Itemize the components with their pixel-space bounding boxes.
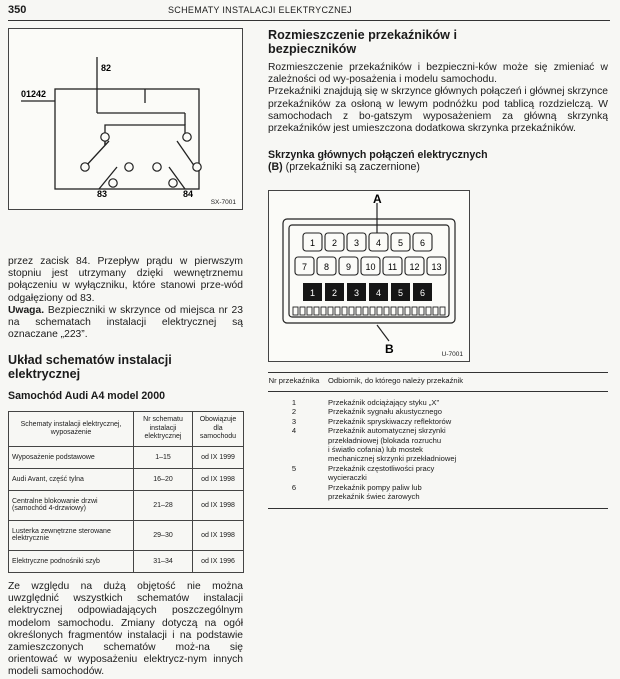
terminal-84-label: 84: [183, 189, 194, 199]
relay-label-4: 4: [375, 287, 382, 298]
table-row: [9, 490, 244, 520]
table-cell: od IX 1998: [193, 520, 244, 550]
connector-pin: [426, 307, 431, 315]
relay-table-body: [268, 398, 608, 501]
relay-label-1: 1: [309, 287, 316, 298]
table-row: [9, 520, 244, 550]
header-consumer: Odbiornik, do którego należy przekaźnik: [328, 375, 464, 385]
relay-label-2: 2: [331, 287, 338, 298]
left-column: [8, 28, 243, 679]
fuse-label-top-6: 6: [419, 237, 426, 248]
table-cell: od IX 1996: [193, 550, 244, 572]
table-row: [268, 483, 608, 492]
junction-box-title: Skrzynka głównych połączeń elektrycznych (B): [268, 149, 488, 174]
subheading-junction-box: [268, 149, 488, 173]
table-row: [9, 446, 244, 468]
relay-description: Przekaźnik pompy paliw lub: [328, 482, 422, 492]
relay-label-5: 5: [397, 287, 404, 298]
table-row: [268, 473, 608, 482]
table-cell: 16–20: [134, 468, 193, 490]
paragraph-relay-layout: Rozmieszczenie przekaźników i bezpieczni-ków może się zmieniać w zależności od wy-posażenia i modelu samochodu.: [268, 62, 608, 86]
relay-label-3: 3: [353, 287, 360, 298]
relay-number: [268, 492, 320, 501]
connector-pin: [412, 307, 417, 315]
connector-pin: [398, 307, 403, 315]
table-cell: Centralne blokowanie drzwi (samochód 4-drzwiowy): [9, 490, 134, 520]
page-number: 350: [8, 4, 27, 16]
table-row: [9, 468, 244, 490]
relay-number: [268, 473, 320, 482]
connector-pin: [377, 307, 382, 315]
relay-description: Przekaźnik częstotliwości pracy: [328, 463, 435, 473]
relay-number: 1: [291, 398, 297, 408]
connector-pin: [440, 307, 445, 315]
page-header: [8, 4, 610, 21]
relay-description: Przekaźnik automatycznej skrzynki: [328, 426, 446, 436]
table-row: [268, 492, 608, 501]
switch-schematic-figure: [8, 28, 243, 210]
table-header-row: [9, 412, 244, 447]
connector-pin: [349, 307, 354, 315]
connector-pin: [391, 307, 396, 315]
header-relay-nr: Nr przekaźnika: [268, 375, 320, 385]
section-heading-relays: Rozmieszczenie przekaźników i bezpieczników: [268, 28, 457, 56]
table-row: [268, 398, 608, 407]
connector-pin: [307, 307, 312, 315]
table-cell: 29–30: [134, 520, 193, 550]
connector-pin: [321, 307, 326, 315]
fuse-label-mid-11: 11: [387, 261, 398, 272]
fuse-label-top-4: 4: [375, 237, 382, 248]
fuse-label-top-5: 5: [397, 237, 404, 248]
paragraph-note: [8, 305, 243, 342]
label-b: B: [385, 341, 394, 356]
relay-number: 6: [291, 482, 297, 492]
switch-schematic-diagram: [9, 29, 242, 209]
connector-pin: [384, 307, 389, 315]
terminal-01242-label: 01242: [21, 89, 47, 99]
relay-label-6: 6: [419, 287, 426, 298]
table-row: [268, 426, 608, 435]
connector-pin: [419, 307, 424, 315]
table-row: [268, 445, 608, 454]
schematics-table: [8, 411, 244, 573]
connector-pin: [356, 307, 361, 315]
relay-number: 4: [291, 426, 297, 436]
fuse-label-mid-7: 7: [301, 261, 308, 272]
relay-number: [268, 454, 320, 463]
paragraph-scope: Ze względu na dużą objętość nie można uwzględnić wszystkich schematów instalacji elektrycznej odpowiadających poszczególnym modelom samochodu. Zmiany dotyczą na ogół określonych fragmentów instalacji i na podstawie zamieszczonych schematów moż-na się orientować w wyposażeniu elektrycz-nym innych modeli samochodów.: [8, 580, 243, 678]
connector-pin: [405, 307, 410, 315]
relay-number: [268, 436, 320, 445]
paragraph-current-flow: przez zacisk 84. Przepływ prądu w pierwszym stopniu jest utrzymany dzięki wewnętrznemu połączeniu w wyłączniku, które stanowi prze-wód odgałęziony od 83.: [8, 256, 243, 304]
table-cell: Wyposażenie podstawowe: [9, 446, 134, 468]
relay-description: przekaźnik świec żarowych: [328, 492, 420, 502]
table-row: [268, 436, 608, 445]
label-a: A: [373, 191, 382, 206]
connector-pin: [328, 307, 333, 315]
table-cell: od IX 1998: [193, 468, 244, 490]
table-header-valid-for: Obowiązuje dla samochodu: [193, 412, 244, 447]
table-row: [268, 454, 608, 463]
terminal-83-label: 83: [97, 189, 108, 199]
table-cell: od IX 1998: [193, 490, 244, 520]
connector-pin: [335, 307, 340, 315]
relay-number: 5: [291, 463, 297, 473]
junction-box-note: (przekaźniki są zaczernione): [282, 161, 420, 174]
relay-table: [268, 376, 608, 388]
relay-description: Przekaźnik odciążający styku „X”: [328, 398, 439, 408]
running-title: SCHEMATY INSTALACJI ELEKTRYCZNEJ: [168, 5, 352, 15]
table-cell: 31–34: [134, 550, 193, 572]
connector-pin: [433, 307, 438, 315]
fuse-label-mid-10: 10: [365, 261, 376, 272]
table-row: [268, 464, 608, 473]
paragraph-relay-location: Przekaźniki znajdują się w skrzynce głównych połączeń i głównej skrzynce przekaźników za osłoną w lewym podnóżku pod tablicą rozdzielczą. W samochodach z bo-gatszym wyposażeniem za główną skrzynką przekaźników jest umieszczona dodatkowa skrzynka przekaźników.: [268, 86, 608, 135]
table-cell: Elektryczne podnośniki szyb: [9, 550, 134, 572]
junction-box-figure: [268, 190, 470, 362]
connector-pin: [363, 307, 368, 315]
right-column: [268, 28, 612, 509]
relay-number: [268, 445, 320, 454]
table-header-equipment: Schematy instalacji elektrycznej, wyposażenie: [9, 412, 134, 447]
relay-description: mechanicznej skrzynki przekładniowej: [328, 454, 457, 464]
note-text: Bezpieczniki w skrzynce od miejsca nr 23 na schematach instalacji elektrycznej są oznaczane „223”.: [8, 304, 243, 341]
fuse-label-top-3: 3: [353, 237, 360, 248]
fuse-label-mid-9: 9: [345, 261, 352, 272]
table-row: [9, 550, 244, 572]
fuse-label-mid-8: 8: [323, 261, 330, 272]
subheading-audi-a4: Samochód Audi A4 model 2000: [8, 390, 165, 403]
relay-description: przekładniowej (blokada rozruchu: [328, 435, 442, 445]
relay-description: Przekaźnik spryskiwaczy reflektorów: [328, 416, 452, 426]
table-cell: od IX 1999: [193, 446, 244, 468]
table-header-schematic-nr: Nr schematu instalacji elektrycznej: [134, 412, 193, 447]
fuse-label-mid-12: 12: [409, 261, 420, 272]
table-cell: Lusterka zewnętrzne sterowane elektrycznie: [9, 520, 134, 550]
terminal-82-label: 82: [101, 63, 112, 73]
figure-code: SX-7001: [210, 199, 236, 206]
fuse-label-mid-13: 13: [431, 261, 442, 272]
note-label: Uwaga.: [8, 304, 45, 316]
relay-number: 3: [291, 416, 297, 426]
table-row: [268, 417, 608, 426]
relay-number: 2: [291, 407, 297, 417]
connector-pin: [314, 307, 319, 315]
fuse-label-top-1: 1: [309, 237, 316, 248]
section-heading-schematics: Układ schematów instalacji elektrycznej: [8, 353, 172, 382]
table-cell: 21–28: [134, 490, 193, 520]
fuse-label-top-2: 2: [331, 237, 338, 248]
connector-pin: [342, 307, 347, 315]
connector-pin: [370, 307, 375, 315]
figure-code: U-7001: [441, 350, 463, 358]
connector-pin: [300, 307, 305, 315]
table-row: [268, 407, 608, 416]
relay-description: Przekaźnik sygnału akustycznego: [328, 407, 442, 417]
connector-pin: [293, 307, 298, 315]
table-cell: Audi Avant, część tylna: [9, 468, 134, 490]
table-cell: 1–15: [134, 446, 193, 468]
relay-table-header: [268, 376, 608, 388]
relay-description: wycieraczki: [328, 473, 367, 483]
relay-description: i światło cofania) lub mostek: [328, 445, 423, 455]
junction-box-diagram: [269, 191, 469, 361]
